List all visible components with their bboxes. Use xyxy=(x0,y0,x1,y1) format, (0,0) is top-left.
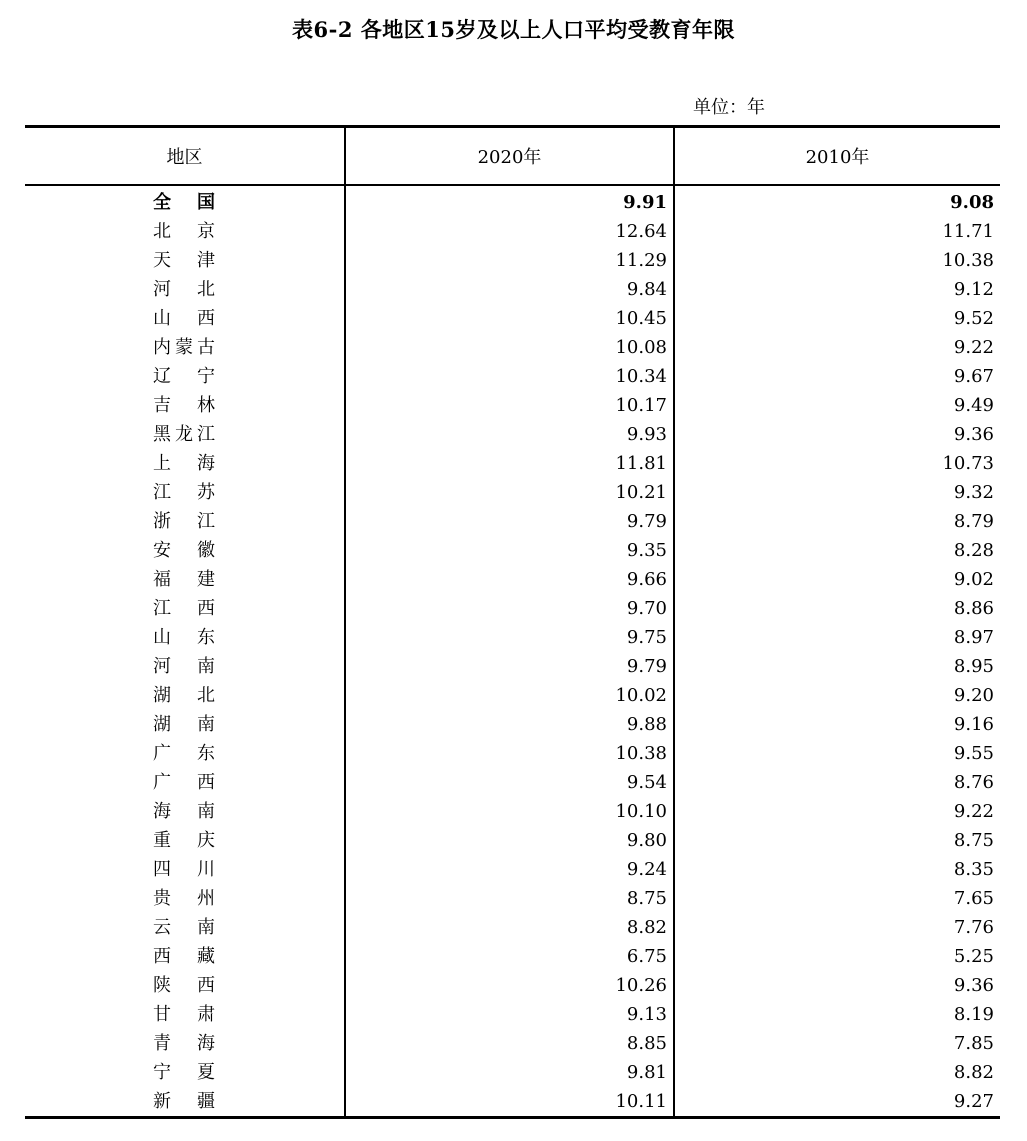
table-row xyxy=(25,1087,1000,1118)
region-name: 贵 州 xyxy=(153,888,215,909)
value-2020: 10.02 xyxy=(345,681,674,710)
region-cell xyxy=(25,478,345,507)
column-header-region: 地区 xyxy=(25,127,345,186)
table-row xyxy=(25,362,1000,391)
table-row xyxy=(25,652,1000,681)
value-2010: 9.02 xyxy=(674,565,1000,594)
table-row xyxy=(25,391,1000,420)
table-row xyxy=(25,507,1000,536)
value-2010: 9.12 xyxy=(674,275,1000,304)
value-2020: 8.75 xyxy=(345,884,674,913)
region-cell xyxy=(25,333,345,362)
value-2010: 8.95 xyxy=(674,652,1000,681)
value-2020: 9.79 xyxy=(345,652,674,681)
region-name: 山 西 xyxy=(153,308,215,329)
region-cell xyxy=(25,185,345,217)
region-cell xyxy=(25,449,345,478)
region-cell xyxy=(25,826,345,855)
region-name: 海 南 xyxy=(153,801,215,822)
table-row xyxy=(25,275,1000,304)
region-name: 吉 林 xyxy=(153,395,215,416)
table-row xyxy=(25,246,1000,275)
table-row-total xyxy=(25,185,1000,217)
table-row xyxy=(25,565,1000,594)
value-2020: 12.64 xyxy=(345,217,674,246)
value-2010: 10.73 xyxy=(674,449,1000,478)
region-name: 山 东 xyxy=(153,627,215,648)
table-row xyxy=(25,739,1000,768)
table-row xyxy=(25,1058,1000,1087)
region-name: 新 疆 xyxy=(153,1091,215,1112)
table-row xyxy=(25,449,1000,478)
region-name: 湖 南 xyxy=(153,714,215,735)
region-cell xyxy=(25,1029,345,1058)
table-row xyxy=(25,942,1000,971)
value-2010: 9.22 xyxy=(674,797,1000,826)
value-2020: 9.54 xyxy=(345,768,674,797)
table-row xyxy=(25,1000,1000,1029)
region-name: 北 京 xyxy=(153,221,215,242)
region-cell xyxy=(25,391,345,420)
value-2020: 8.82 xyxy=(345,913,674,942)
column-header-2010: 2010年 xyxy=(674,127,1000,186)
region-name: 天 津 xyxy=(153,250,215,271)
region-name: 福 建 xyxy=(153,569,215,590)
value-2020: 9.88 xyxy=(345,710,674,739)
table-row xyxy=(25,681,1000,710)
column-header-2020: 2020年 xyxy=(345,127,674,186)
table-row xyxy=(25,420,1000,449)
unit-label: 单位：年 xyxy=(693,97,765,118)
value-2020: 9.93 xyxy=(345,420,674,449)
value-2020: 10.10 xyxy=(345,797,674,826)
region-name: 浙 江 xyxy=(153,511,215,532)
value-2010: 9.16 xyxy=(674,710,1000,739)
value-2010: 9.22 xyxy=(674,333,1000,362)
value-2020: 10.45 xyxy=(345,304,674,333)
value-2010: 9.36 xyxy=(674,420,1000,449)
table-row xyxy=(25,1029,1000,1058)
value-2020: 9.70 xyxy=(345,594,674,623)
value-2010: 8.97 xyxy=(674,623,1000,652)
value-2020: 9.24 xyxy=(345,855,674,884)
value-2010: 8.75 xyxy=(674,826,1000,855)
region-name: 江 西 xyxy=(153,598,215,619)
value-2010: 9.67 xyxy=(674,362,1000,391)
value-2010: 8.35 xyxy=(674,855,1000,884)
table-row xyxy=(25,797,1000,826)
region-name: 青 海 xyxy=(153,1033,215,1054)
value-2020: 11.29 xyxy=(345,246,674,275)
value-2020: 9.84 xyxy=(345,275,674,304)
region-cell xyxy=(25,1000,345,1029)
value-2020: 9.80 xyxy=(345,826,674,855)
value-2020: 8.85 xyxy=(345,1029,674,1058)
value-2020: 10.34 xyxy=(345,362,674,391)
value-2020: 9.35 xyxy=(345,536,674,565)
value-2010: 9.36 xyxy=(674,971,1000,1000)
value-2010: 8.82 xyxy=(674,1058,1000,1087)
region-cell xyxy=(25,768,345,797)
value-2020: 10.08 xyxy=(345,333,674,362)
value-2010: 9.27 xyxy=(674,1087,1000,1118)
value-2020: 10.26 xyxy=(345,971,674,1000)
region-cell xyxy=(25,884,345,913)
value-2020: 9.81 xyxy=(345,1058,674,1087)
region-cell xyxy=(25,739,345,768)
region-cell xyxy=(25,304,345,333)
table-body xyxy=(25,185,1000,1118)
value-2010: 7.85 xyxy=(674,1029,1000,1058)
table-row xyxy=(25,884,1000,913)
region-cell xyxy=(25,797,345,826)
value-2010: 8.79 xyxy=(674,507,1000,536)
value-2010: 8.76 xyxy=(674,768,1000,797)
value-2020: 11.81 xyxy=(345,449,674,478)
region-cell xyxy=(25,971,345,1000)
table-row xyxy=(25,855,1000,884)
value-2020: 10.21 xyxy=(345,478,674,507)
region-name: 甘 肃 xyxy=(153,1004,215,1025)
region-cell xyxy=(25,1058,345,1087)
table-row xyxy=(25,971,1000,1000)
region-name: 河 南 xyxy=(153,656,215,677)
table-title: 表6-2 各地区15岁及以上人口平均受教育年限 xyxy=(292,17,735,42)
region-name: 辽 宁 xyxy=(153,366,215,387)
region-cell xyxy=(25,275,345,304)
region-name: 重 庆 xyxy=(153,830,215,851)
region-name: 河 北 xyxy=(153,279,215,300)
region-name: 安 徽 xyxy=(153,540,215,561)
value-2010: 7.65 xyxy=(674,884,1000,913)
region-cell xyxy=(25,1087,345,1118)
region-name: 湖 北 xyxy=(153,685,215,706)
header-row xyxy=(25,127,1000,186)
table-row xyxy=(25,217,1000,246)
table-row xyxy=(25,536,1000,565)
table-row xyxy=(25,594,1000,623)
value-2020: 9.66 xyxy=(345,565,674,594)
region-cell xyxy=(25,942,345,971)
region-cell xyxy=(25,565,345,594)
value-2010: 10.38 xyxy=(674,246,1000,275)
value-2010: 8.28 xyxy=(674,536,1000,565)
region-cell xyxy=(25,652,345,681)
value-2020: 6.75 xyxy=(345,942,674,971)
table-row xyxy=(25,623,1000,652)
value-2020: 9.13 xyxy=(345,1000,674,1029)
region-name: 西 藏 xyxy=(153,946,215,967)
region-cell xyxy=(25,246,345,275)
region-cell xyxy=(25,217,345,246)
table-row xyxy=(25,478,1000,507)
region-name: 广 东 xyxy=(153,743,215,764)
value-2020: 10.38 xyxy=(345,739,674,768)
region-cell xyxy=(25,710,345,739)
value-2010: 9.52 xyxy=(674,304,1000,333)
region-cell xyxy=(25,420,345,449)
region-cell xyxy=(25,855,345,884)
region-name: 上 海 xyxy=(153,453,215,474)
region-name: 黑龙江 xyxy=(153,424,215,445)
value-2010: 9.20 xyxy=(674,681,1000,710)
value-2010: 11.71 xyxy=(674,217,1000,246)
region-cell xyxy=(25,362,345,391)
education-years-table xyxy=(25,125,1000,1119)
value-2010: 7.76 xyxy=(674,913,1000,942)
region-name: 宁 夏 xyxy=(153,1062,215,1083)
region-cell xyxy=(25,913,345,942)
value-2010: 8.19 xyxy=(674,1000,1000,1029)
value-2010: 5.25 xyxy=(674,942,1000,971)
region-name: 内蒙古 xyxy=(153,337,215,358)
region-cell xyxy=(25,507,345,536)
region-cell xyxy=(25,594,345,623)
region-name: 陕 西 xyxy=(153,975,215,996)
region-cell xyxy=(25,623,345,652)
value-2020: 9.79 xyxy=(345,507,674,536)
region-name: 四 川 xyxy=(153,859,215,880)
table-row xyxy=(25,826,1000,855)
value-2010: 9.08 xyxy=(674,185,1000,217)
value-2010: 9.49 xyxy=(674,391,1000,420)
value-2010: 9.32 xyxy=(674,478,1000,507)
value-2020: 10.11 xyxy=(345,1087,674,1118)
value-2020: 9.91 xyxy=(345,185,674,217)
region-name: 云 南 xyxy=(153,917,215,938)
value-2020: 10.17 xyxy=(345,391,674,420)
value-2020: 9.75 xyxy=(345,623,674,652)
region-name: 江 苏 xyxy=(153,482,215,503)
region-name: 广 西 xyxy=(153,772,215,793)
table-row xyxy=(25,913,1000,942)
region-name: 全 国 xyxy=(153,192,215,213)
table-row xyxy=(25,710,1000,739)
table-row xyxy=(25,768,1000,797)
region-cell xyxy=(25,536,345,565)
table-row xyxy=(25,333,1000,362)
value-2010: 9.55 xyxy=(674,739,1000,768)
region-cell xyxy=(25,681,345,710)
value-2010: 8.86 xyxy=(674,594,1000,623)
table-row xyxy=(25,304,1000,333)
